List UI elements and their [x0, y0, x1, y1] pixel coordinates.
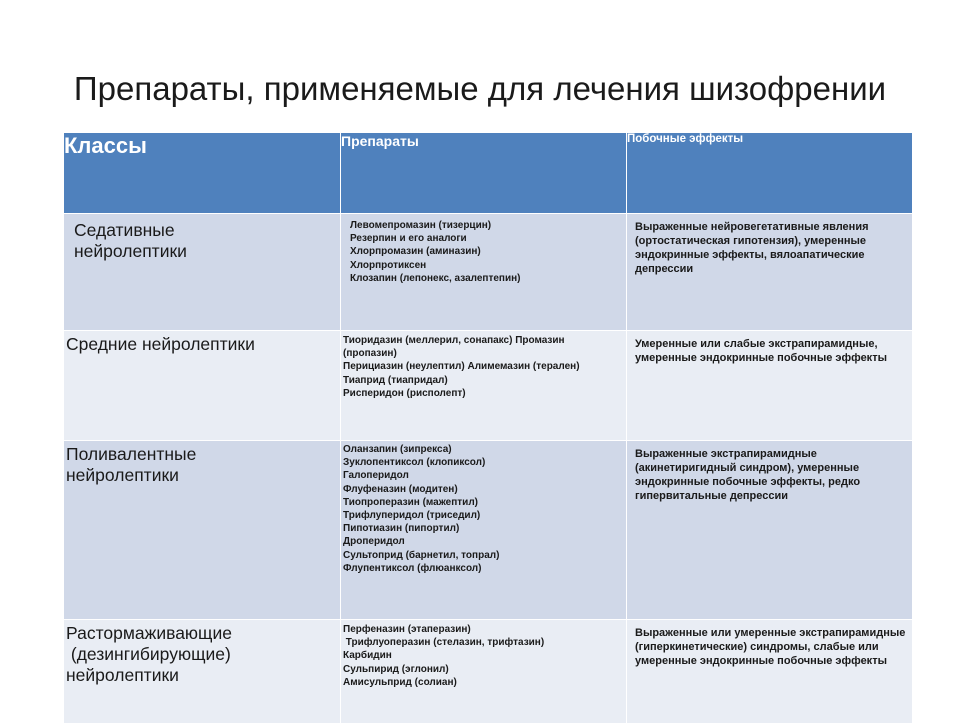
drug-item: Перфеназин (этаперазин) — [343, 624, 471, 635]
drugs-cell — [341, 620, 627, 724]
table-row — [64, 214, 913, 331]
effects-cell: Выраженные экстрапирамидные (акинетиригидный синдром), умеренные эндокринные побочные эффекты, редко гипервитальные депрессии — [627, 441, 913, 620]
class-label: Поливалентные — [66, 444, 197, 464]
table-row — [64, 441, 913, 620]
drug-item: Сультоприд (барнетил, топрал) — [343, 549, 500, 561]
class-label: (дезингибирующие) — [66, 644, 231, 664]
drugs-cell — [341, 214, 627, 331]
drug-item: Дроперидол — [343, 536, 405, 548]
drugs-cell — [341, 331, 627, 441]
table-row — [64, 620, 913, 724]
drug-item: Левомепромазин (тизерцин) — [350, 220, 492, 231]
drug-item: Хлорпромазин (аминазин) — [350, 246, 481, 258]
drug-item: Галоперидол — [343, 470, 409, 482]
drug-item: Карбидин — [343, 650, 392, 662]
drug-item: Флупентиксол (флюанксол) — [343, 562, 482, 574]
drug-item: Трифлуоперазин (стелазин, трифтазин) — [343, 637, 545, 649]
class-label: Растормаживающие — [66, 623, 232, 643]
drug-table — [63, 132, 913, 724]
drug-item: Зуклопентиксол (клопиксол) — [343, 457, 486, 469]
effects-cell: Умеренные или слабые экстрапирамидные, умеренные эндокринные побочные эффекты — [627, 331, 913, 441]
class-cell — [64, 441, 341, 620]
class-label: нейролептики — [66, 665, 179, 685]
table-header-row — [64, 133, 913, 214]
drug-item: Амисульприд (солиан) — [343, 676, 457, 688]
drug-item: Перициазин (неулептил) Алимемазин (терален) — [343, 361, 580, 373]
drug-item: Рисперидон (рисполепт) — [343, 387, 466, 399]
drug-item: Сульпирид (эглонил) — [343, 663, 449, 675]
table-row — [64, 331, 913, 441]
drug-item: Флуфеназин (модитен) — [343, 483, 458, 495]
class-label: Седативные — [74, 220, 175, 240]
header-effects: Побочные эффекты — [627, 133, 913, 214]
drug-item: Пипотиазин (пипортил) — [343, 523, 460, 535]
page-title: Препараты, применяемые для лечения шизофрении — [73, 70, 887, 107]
header-classes: Классы — [64, 133, 341, 214]
class-label: Средние нейролептики — [66, 334, 255, 354]
drug-item: Тиоридазин (меллерил, сонапакс) Промазин (пропазин) — [343, 335, 565, 360]
class-label: нейролептики — [74, 241, 187, 261]
drug-item: Оланзапин (зипрекса) — [343, 444, 452, 455]
effects-cell: Выраженные нейровегетативные явления (ортостатическая гипотензия), умеренные эндокринные эффекты, вялоапатические депрессии — [627, 214, 913, 331]
drug-item: Тиопроперазин (мажептил) — [343, 496, 479, 508]
class-cell — [64, 620, 341, 724]
class-cell — [64, 214, 341, 331]
class-label: нейролептики — [66, 465, 179, 485]
class-cell — [64, 331, 341, 441]
drug-item: Резерпин и его аналоги — [350, 233, 467, 245]
drug-item: Тиаприд (тиапридал) — [343, 374, 448, 386]
drug-item: Клозапин (лепонекс, азалептепин) — [350, 272, 521, 284]
drug-item: Трифлуперидол (триседил) — [343, 510, 481, 522]
drugs-cell — [341, 441, 627, 620]
header-drugs: Препараты — [341, 133, 627, 214]
drug-item: Хлорпротиксен — [350, 259, 427, 271]
effects-cell: Выраженные или умеренные экстрапирамидные (гиперкинетические) синдромы, слабые или умеренные эндокринные побочные эффекты — [627, 620, 913, 724]
